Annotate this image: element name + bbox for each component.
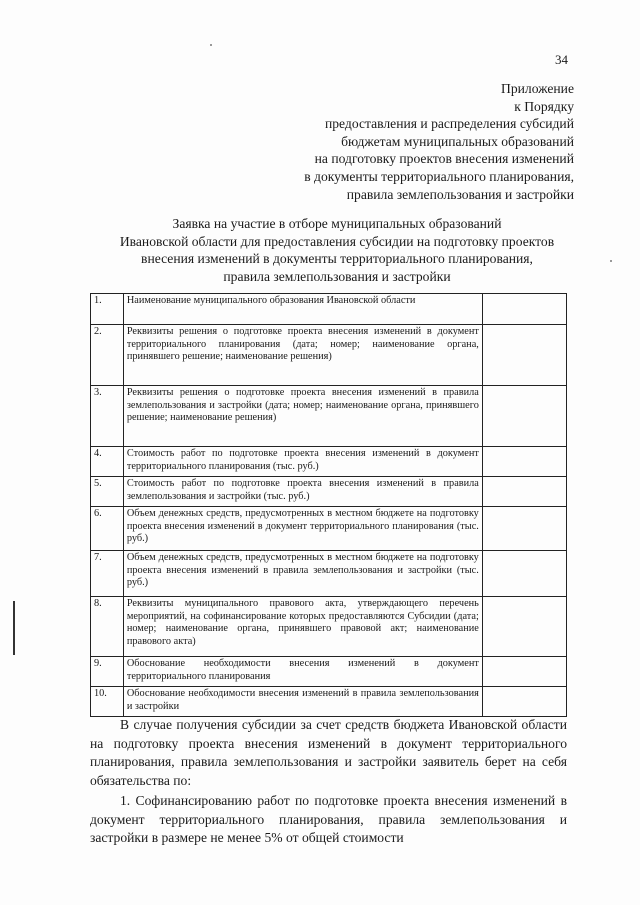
table-row xyxy=(91,551,567,597)
body-paragraph: 1. Софинансированию работ по подготовке проекта внесения изменений в документ территориального планирования, правила землепользования и застройки в размере не менее 5% от общей стоимости xyxy=(90,793,567,845)
application-form-table xyxy=(90,293,567,717)
row-value-cell xyxy=(482,687,566,717)
row-description: Обоснование необходимости внесения изменений в правила землепользования и застройки xyxy=(123,687,482,717)
appendix-line: на подготовку проектов внесения изменений xyxy=(314,151,574,167)
row-number: 5. xyxy=(91,477,124,507)
margin-mark xyxy=(13,601,15,655)
row-description: Реквизиты решения о подготовке проекта внесения изменений в документ территориального планирования (дата; номер; наименование органа, принявшего решение; наименование решения) xyxy=(123,325,482,386)
row-value-cell xyxy=(482,597,566,657)
row-description: Реквизиты решения о подготовке проекта внесения изменений в правила землепользования и застройки (дата; номер; наименование органа, принявшего решение; наименование решения) xyxy=(123,386,482,447)
row-description: Реквизиты муниципального правового акта, утверждающего перечень мероприятий, на софинансирование которых предоставляются Субсидии (дата; номер; наименование органа, принявшего правовой акт; наименование правового акта) xyxy=(123,597,482,657)
table-row xyxy=(91,507,567,551)
row-number: 9. xyxy=(91,657,124,687)
row-value-cell xyxy=(482,477,566,507)
row-value-cell xyxy=(482,657,566,687)
body-paragraph: В случае получения субсидии за счет средств бюджета Ивановской области на подготовку проекта внесения изменений в документ территориального планирования, правила землепользования и застройки заявитель берет на себя обязательства по: xyxy=(90,717,567,788)
row-description: Объем денежных средств, предусмотренных в местном бюджете на подготовку проекта внесения изменений в правила землепользования и застройки (тыс. руб.) xyxy=(123,551,482,597)
row-description: Наименование муниципального образования Ивановской области xyxy=(123,294,482,325)
row-number: 4. xyxy=(91,447,124,477)
table-row xyxy=(91,386,567,447)
row-value-cell xyxy=(482,447,566,477)
scan-speck xyxy=(210,44,212,46)
table-row xyxy=(91,597,567,657)
title-line: правила землепользования и застройки xyxy=(223,268,451,284)
row-description: Обоснование необходимости внесения изменений в документ территориального планирования xyxy=(123,657,482,687)
row-description: Стоимость работ по подготовке проекта внесения изменений в документ территориального планирования (тыс. руб.) xyxy=(123,447,482,477)
row-value-cell xyxy=(482,551,566,597)
row-description: Стоимость работ по подготовке проекта внесения изменений в правила землепользования и застройки (тыс. руб.) xyxy=(123,477,482,507)
appendix-line: бюджетам муниципальных образований xyxy=(341,133,574,149)
row-value-cell xyxy=(482,386,566,447)
document-title xyxy=(92,215,582,285)
table-row xyxy=(91,477,567,507)
table-row xyxy=(91,657,567,687)
row-number: 1. xyxy=(91,294,124,325)
table-row xyxy=(91,325,567,386)
title-line: Ивановской области для предоставления субсидии на подготовку проектов xyxy=(119,233,555,249)
appendix-line: к Порядку xyxy=(514,98,574,114)
row-number: 6. xyxy=(91,507,124,551)
table-row xyxy=(91,294,567,325)
title-line: Заявка на участие в отборе муниципальных образований xyxy=(172,216,502,231)
row-number: 8. xyxy=(91,597,124,657)
row-value-cell xyxy=(482,294,566,325)
table-row xyxy=(91,687,567,717)
table-row xyxy=(91,447,567,477)
title-line: внесения изменений в документы территориального планирования, xyxy=(141,251,533,266)
body-text xyxy=(90,716,567,848)
row-number: 3. xyxy=(91,386,124,447)
page-number: 34 xyxy=(555,52,568,67)
row-description: Объем денежных средств, предусмотренных в местном бюджете на подготовку проекта внесения изменений в документ территориального планирования (тыс. руб.) xyxy=(123,507,482,551)
row-value-cell xyxy=(482,325,566,386)
appendix-line: предоставления и распределения субсидий xyxy=(324,116,574,132)
row-number: 10. xyxy=(91,687,124,717)
row-number: 7. xyxy=(91,551,124,597)
row-number: 2. xyxy=(91,325,124,386)
scan-speck xyxy=(610,260,612,262)
appendix-line: в документы территориального планирования, xyxy=(304,168,574,184)
appendix-header xyxy=(304,80,574,203)
appendix-line: Приложение xyxy=(501,81,574,96)
appendix-line: правила землепользования и застройки xyxy=(346,186,574,202)
row-value-cell xyxy=(482,507,566,551)
